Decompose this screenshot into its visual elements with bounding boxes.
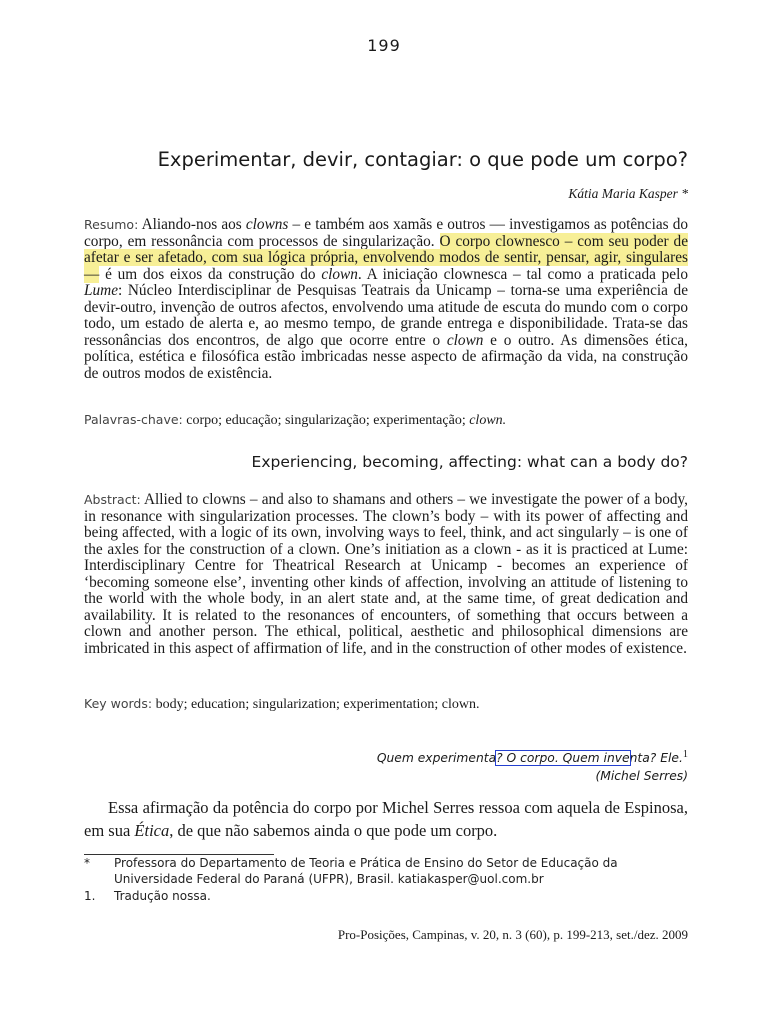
epigraph-quote: Quem experimenta? O corpo. Quem inventa? Ele.$^1$ — [376, 749, 688, 766]
body-paragraph: Essa afirmação da potência do corpo por Michel Serres ressoa com aquela de Espinosa, em sua Ética, de que não sabemos ainda o que pode um corpo. — [84, 798, 688, 840]
author-name: Kátia Maria Kasper * — [568, 186, 688, 201]
resumo-label: Resumo: — [84, 217, 139, 232]
article-title: Experimentar, devir, contagiar: o que pode um corpo? — [157, 148, 688, 171]
resumo-paragraph: Resumo: Aliando-nos aos clowns – e também aos xamãs e outros — investigamos as potências do corpo, em ressonância com processos de singularização. O corpo clownesco – com seu poder de afetar e ser afetado, com sua lógica própria, envolvendo modos de sentir, pensar, agir, singulares — é um dos eixos da construção do clown. A iniciação clownesca – tal como a praticada pelo Lume: Núcleo Interdisciplinar de Pesquisas Teatrais da Unicamp – torna-se uma experiência de devir-outro, invenção de outros afectos, envolvendo uma atitude de escuta do mundo com o corpo todo, um estado de alerta e, ao mesmo tempo, de grande entrega e disponibilidade. Trata-se das ressonâncias dos encontros, de algo que ocorre entre o clown e o outro. As dimensões ética, política, estética e filosófica estão imbricadas nesse aspecto de afirmação da vida, na construção de outros modos de existência. — [84, 216, 688, 382]
keywords-label: Key words: — [84, 696, 153, 711]
footnote-text: Professora do Departamento de Teoria e Prática de Ensino do Setor de Educação da Universidade Federal do Paraná (UFPR), Brasil. katiakasper@uol.com.br — [114, 856, 618, 886]
abstract-label: Abstract: — [84, 492, 141, 507]
page-number: 199 — [367, 36, 401, 55]
keywords: Key words: body; education; singularization; experimentation; clown. — [84, 696, 480, 712]
footnote-ref-1[interactable]: 1 — [682, 749, 688, 760]
footnote-mark: * — [84, 856, 90, 870]
link-annotation-box[interactable]: ? O corpo. Quem inve — [496, 751, 630, 766]
abstract-paragraph: Abstract: Allied to clowns – and also to shamans and others – we investigate the power of a body, in resonance with singularization processes. The clown’s body – with its power of affecting and being affected, with a logic of its own, involving ways to feel, think, and act singularly – is one of the axles for the construction of a clown. One’s initiation as a clown - as it is practiced at Lume: Interdisciplinary Centre for Theatrical Research at Unicamp - becomes an experience of ‘becoming someone else’, inventing other kinds of affection, involving an attitude of listening to the world with the whole body, in an alert state and, at the same time, of great dedication and availability. It is related to the resonances of encounters, of something that occurs between a clown and another person. The ethical, political, aesthetic and philosophical dimensions are imbricated in this aspect of affirmation of life, and in the construction of other modes of existence. — [84, 491, 688, 657]
english-title: Experiencing, becoming, affecting: what can a body do? — [251, 453, 688, 471]
footnote-1 — [84, 888, 694, 906]
palavras-chave: Palavras-chave: corpo; educação; singularização; experimentação; clown. — [84, 412, 507, 428]
epigraph — [84, 746, 688, 785]
footnote-text: Tradução nossa. — [114, 889, 211, 903]
highlighted-passage: O corpo clownesco – com seu poder de afetar e ser afetado, com sua lógica própria, envolvendo modos de sentir, pensar, agir, singulares — — [84, 232, 688, 283]
epigraph-source: (Michel Serres) — [595, 769, 688, 784]
footnote-author — [84, 855, 694, 889]
journal-citation: Pro-Posições, Campinas, v. 20, n. 3 (60), p. 199-213, set./dez. 2009 — [337, 927, 688, 942]
footnote-mark: 1. — [84, 889, 96, 903]
palavras-chave-label: Palavras-chave: — [84, 412, 183, 427]
